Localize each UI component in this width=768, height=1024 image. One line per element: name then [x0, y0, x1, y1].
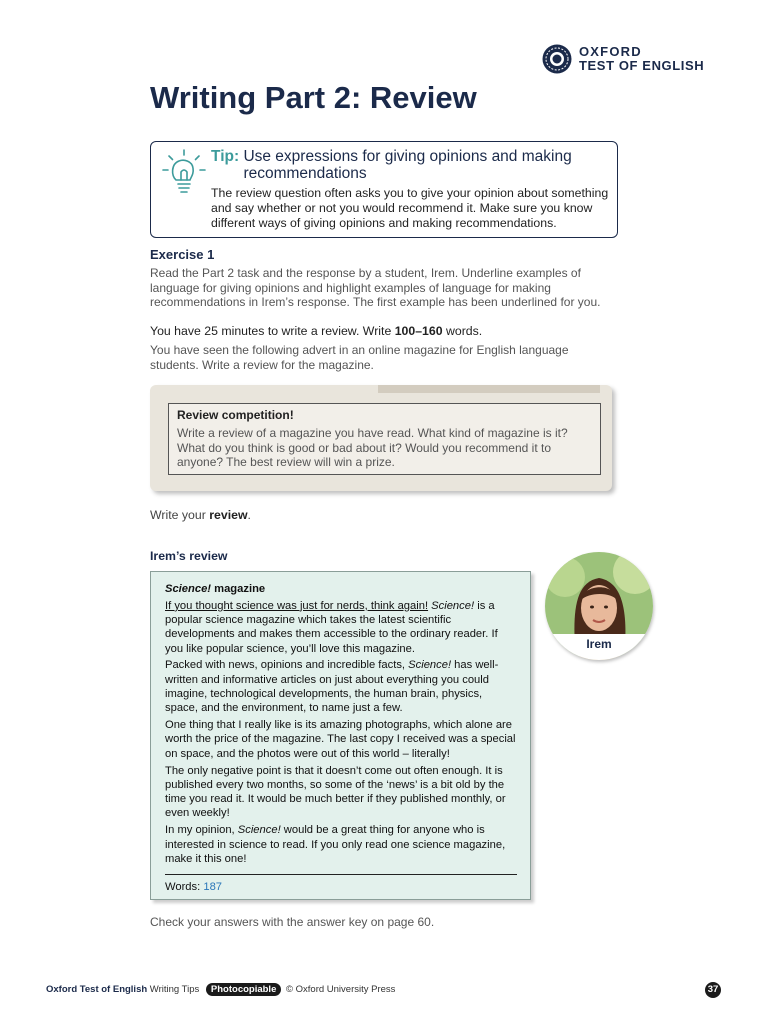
exercise-title: Exercise 1 — [150, 247, 215, 262]
student-name: Irem — [545, 634, 653, 660]
write-prefix: Write your — [150, 508, 210, 522]
task-line — [150, 324, 482, 338]
p1-italic: Science! — [431, 599, 475, 612]
lightbulb-icon — [161, 148, 207, 200]
oxford-test-logo — [542, 44, 722, 74]
review-text — [165, 582, 517, 869]
review-heading: Irem’s review — [150, 549, 228, 563]
tip-title: Use expressions for giving opinions and making recommendations — [243, 148, 572, 182]
word-count-label: Words: — [165, 881, 204, 893]
word-count-divider — [165, 874, 517, 875]
write-bold: review — [209, 508, 248, 522]
tip-label: Tip: — [211, 148, 240, 165]
review-title — [165, 582, 517, 596]
review-title-italic: Science! — [165, 583, 212, 595]
competition-card-tab — [378, 385, 600, 393]
footer — [46, 983, 395, 996]
p5-pre: In my opinion, — [165, 824, 238, 837]
word-count-value: 187 — [203, 881, 223, 893]
p5-italic: Science! — [237, 824, 281, 837]
competition-title: Review competition! — [177, 408, 294, 422]
review-paragraph-3: One thing that I really like is its amazing photographs, which alone are worth the price of the magazine. The last copy I received was a special on space, and the photos were out of this world – literally! — [165, 719, 516, 760]
competition-text: Write a review of a magazine you have read. What kind of magazine is it? What do you think is good or bad about it? Would you recommend it to anyone? The best review will win a prize. — [177, 426, 568, 469]
task-word-range: 100–160 — [394, 324, 443, 338]
write-suffix: . — [247, 508, 251, 522]
write-prompt — [150, 508, 251, 522]
underlined-example: If you thought science was just for nerds, think again! — [165, 599, 429, 612]
page-title: Writing Part 2: Review — [150, 80, 477, 115]
review-paragraph-2 — [165, 658, 517, 715]
oxford-seal-icon — [542, 44, 572, 74]
footer-copyright: © Oxford University Press — [283, 984, 396, 995]
word-count — [165, 881, 222, 893]
review-title-rest: magazine — [211, 583, 266, 595]
footer-brand: Oxford Test of English — [46, 984, 148, 995]
review-box — [150, 571, 531, 900]
student-avatar — [545, 552, 653, 660]
answer-key-note: Check your answers with the answer key on page 60. — [150, 915, 435, 929]
advert-text: You have seen the following advert in an online magazine for English language students. Write a review for the magazine. — [150, 343, 569, 372]
brand-line-2: TEST OF ENGLISH — [579, 58, 705, 73]
review-paragraph-4: The only negative point is that it doesn’t come out often enough. It is published every two months, so some of the ‘news’ is a bit old by the time you read it. It would be much better if they published monthly, or even weekly! — [165, 764, 506, 820]
brand-line-1: OXFORD — [579, 44, 642, 59]
task-prefix: You have 25 minutes to write a review. Write — [150, 324, 395, 338]
p1-rest: is a popular science magazine which takes the latest scientific developments and makes them accessible to the ordinary reader. If you like popular science, you’ll love this magazine. — [165, 599, 498, 655]
competition-inner-box — [168, 403, 601, 475]
task-suffix: words. — [442, 324, 483, 338]
footer-series: Writing Tips — [147, 984, 202, 995]
p5-post: would be a great thing for anyone who is interested in science to read. If you only read one science magazine, make it this one! — [165, 824, 506, 865]
tip-body: The review question often asks you to give your opinion about something and say whether or not you would recommend it. Make sure you know different ways of giving opinions and making recommendations. — [211, 186, 609, 230]
p2-post: has well-written and informative articles on just about everything you could imagine, technological developments, the human brain, physics, space, and the environment, to name just a few. — [165, 659, 499, 715]
p2-pre: Packed with news, opinions and incredible facts, — [165, 659, 409, 672]
review-paragraph-5 — [165, 823, 517, 866]
review-paragraph-1 — [165, 599, 517, 656]
tip-box — [150, 141, 618, 238]
tip-heading — [211, 148, 611, 182]
photocopiable-badge: Photocopiable — [206, 983, 281, 996]
exercise-instructions: Read the Part 2 task and the response by a student, Irem. Underline examples of language for giving opinions and highlight examples of language for making recommendations in Irem’s response. The first example has been underlined for you. — [150, 266, 601, 309]
p2-italic: Science! — [408, 659, 452, 672]
page-number: 37 — [705, 982, 721, 998]
